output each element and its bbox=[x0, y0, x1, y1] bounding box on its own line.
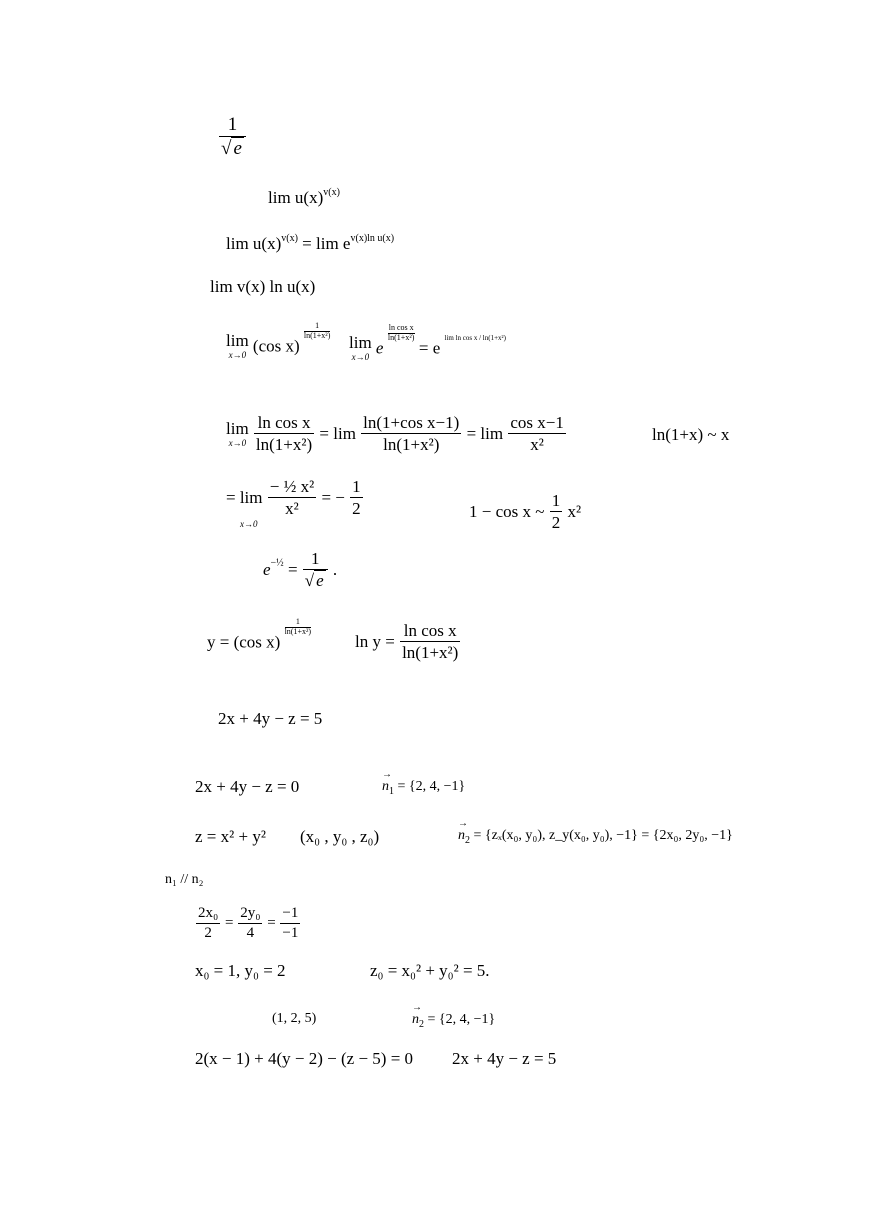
eq-line-10-normal: → $n_1 = \{2$, 4, −1} bbox=[382, 780, 465, 797]
eq-line-13: $\frac{\text{2x₀}}{2}$ = $\frac{\text{2y₀}}{4}$ = $\frac{-1}{-1}$ bbox=[198, 905, 299, 941]
eq-line-7: $e^{-\frac{1}{2}}$ = $\frac{1}{√ e}$ . bbox=[263, 549, 338, 590]
eq-line-8b: ln y = $\frac{\text{ln cos x}}{\text{ln(1+x²)}}$ bbox=[355, 621, 459, 662]
eq-line-4: lim x→0 (cos x) $\frac{1}{\text{ln(1+x²)}}$ bbox=[226, 321, 331, 360]
eq-line-3: lim v(x) ln u(x) bbox=[210, 277, 316, 296]
eq-line-10: 2x + 4y − z = 0 bbox=[195, 777, 300, 796]
eq-line-14: x₀ = 1, y₀ = 2 bbox=[195, 961, 286, 980]
eq-line-6-under: x→0 bbox=[240, 519, 258, 529]
eq-line-9: 2x + 4y − z = 5 bbox=[218, 709, 323, 728]
eq-line-2: $\lim u(x)^{v(x)} = \lim e^{v(x)ln u(x)}$ bbox=[226, 233, 395, 253]
eq-line-14-right: z₀ = x₀² + y₀² = 5. bbox=[370, 961, 490, 980]
answer-denominator: √ e bbox=[221, 138, 242, 159]
eq-line-4b: lim x→0 e $\frac{\text{ln cos x}}{\text{ln(1+x²)}}$ = e lim ln cos x / ln(1+x²) bbox=[349, 323, 506, 362]
answer-numerator: 1 bbox=[219, 115, 246, 137]
eq-line-16: 2(x − 1) + 4(y − 2) − (z − 5) = 0 bbox=[195, 1049, 414, 1068]
eq-line-15: (1, 2, 5) bbox=[272, 1011, 317, 1026]
eq-line-11-normal: → $n_2 = \{z_x(x_0$, y₀), z_y(x₀, y₀), −1} = {2x₀, 2y₀, −1} bbox=[458, 829, 733, 846]
eq-line-6-side: 1 − cos x ~ $\frac{1}{2}$ x² bbox=[469, 491, 582, 532]
eq-line-6: = lim $\frac{\text{− ½ x²}}{\text{x²}}$ = − $\frac{1}{2}$ bbox=[226, 477, 361, 518]
eq-line-8: y = (cos x) $\frac{1}{\text{ln(1+x²)}}$ bbox=[207, 617, 312, 652]
answer-fraction bbox=[218, 115, 247, 158]
eq-line-5-side: ln(1+x) ~ x bbox=[652, 425, 730, 444]
eq-line-15-normal: → $n_2 = \{2$, 4, −1} bbox=[412, 1013, 495, 1030]
eq-line-11: z = x² + y² bbox=[195, 827, 266, 846]
eq-line-11-point: (x₀ , y₀ , z₀) bbox=[300, 827, 380, 846]
eq-line-16-right: 2x + 4y − z = 5 bbox=[452, 1049, 557, 1068]
eq-line-12: n₁ // n₂ bbox=[165, 872, 204, 887]
eq-line-5: lim x→0 $\frac{\text{ln cos x}}{\text{ln(1+x²)}}$ = lim $\frac{\text{ln(1+cos x−1)}}{\text{ln(1+x²)}}$ = lim $\frac{\text{cos x−1}}{\text{x²}}$ bbox=[226, 413, 564, 454]
eq-line-1: $\lim u(x)^{v(x)}$ bbox=[268, 187, 340, 207]
